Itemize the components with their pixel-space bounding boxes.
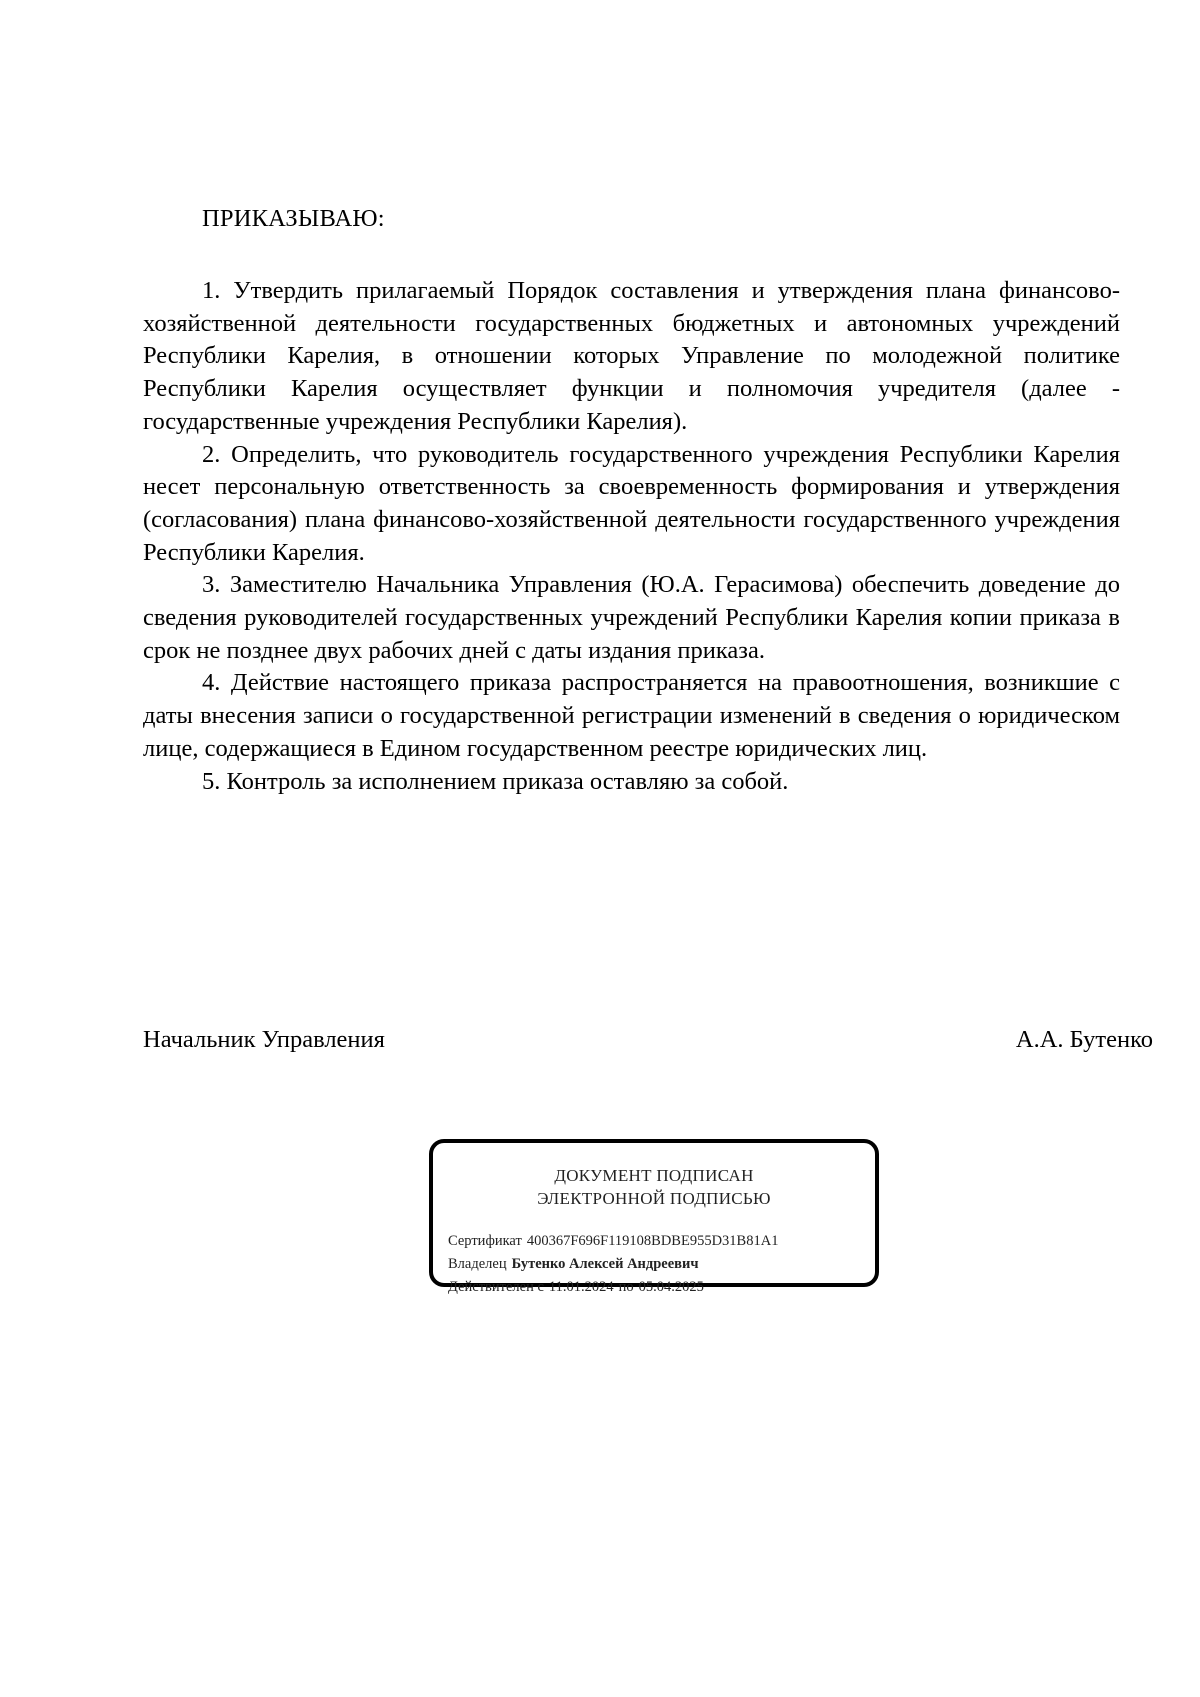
stamp-valid-to-label: по	[618, 1279, 634, 1295]
order-item-4: 4. Действие настоящего приказа распространяется на правоотношения, возникшие с даты внесения записи о государственной регистрации изменений в сведения о юридическом лице, содержащиеся в Едином государственном реестре юридических лиц.	[143, 669, 1120, 762]
stamp-certificate-value: 400367F696F119108BDBE955D31B81A1	[526, 1233, 779, 1249]
stamp-validity-line	[448, 1276, 778, 1299]
order-body	[143, 275, 1120, 798]
stamp-owner-label: Владелец	[448, 1256, 507, 1272]
order-heading: ПРИКАЗЫВАЮ:	[202, 205, 385, 232]
stamp-title	[433, 1164, 875, 1210]
order-item-3: 3. Заместителю Начальника Управления (Ю.А. Герасимова) обеспечить доведение до сведения руководителей государственных учреждений Республики Карелия копии приказа в срок не позднее двух рабочих дней с даты издания приказа.	[143, 571, 1120, 664]
stamp-certificate-label: Сертификат	[448, 1233, 522, 1249]
stamp-owner-value: Бутенко Алексей Андреевич	[511, 1256, 699, 1272]
stamp-details	[448, 1230, 778, 1299]
order-item-5: 5. Контроль за исполнением приказа оставляю за собой.	[202, 767, 789, 795]
stamp-owner-line	[448, 1253, 778, 1276]
stamp-valid-from-label: Действителен с	[448, 1279, 544, 1295]
signatory-name: А.А. Бутенко	[1015, 1026, 1153, 1053]
order-item-2: 2. Определить, что руководитель государственного учреждения Республики Карелия несет персональную ответственность за своевременность формирования и утверждения (согласования) плана финансово-хозяйственной деятельности государственного учреждения Республики Карелия.	[143, 440, 1120, 566]
stamp-valid-to: 05.04.2025	[638, 1279, 704, 1295]
signatory-title: Начальник Управления	[143, 1026, 385, 1053]
order-item-1: 1. Утвердить прилагаемый Порядок составления и утверждения плана финансово-хозяйственной деятельности государственных бюджетных и автономных учреждений Республики Карелия, в отношении которых Управление по молодежной политике Республики Карелия осуществляет функции и полномочия учредителя (далее - государственные учреждения Республики Карелия).	[143, 277, 1120, 435]
stamp-valid-from: 11.01.2024	[548, 1279, 614, 1295]
electronic-signature-stamp	[429, 1139, 879, 1295]
stamp-title-line1: ДОКУМЕНТ ПОДПИСАН	[554, 1166, 754, 1185]
stamp-certificate-line	[448, 1230, 778, 1253]
stamp-title-line2: ЭЛЕКТРОННОЙ ПОДПИСЬЮ	[537, 1189, 771, 1208]
